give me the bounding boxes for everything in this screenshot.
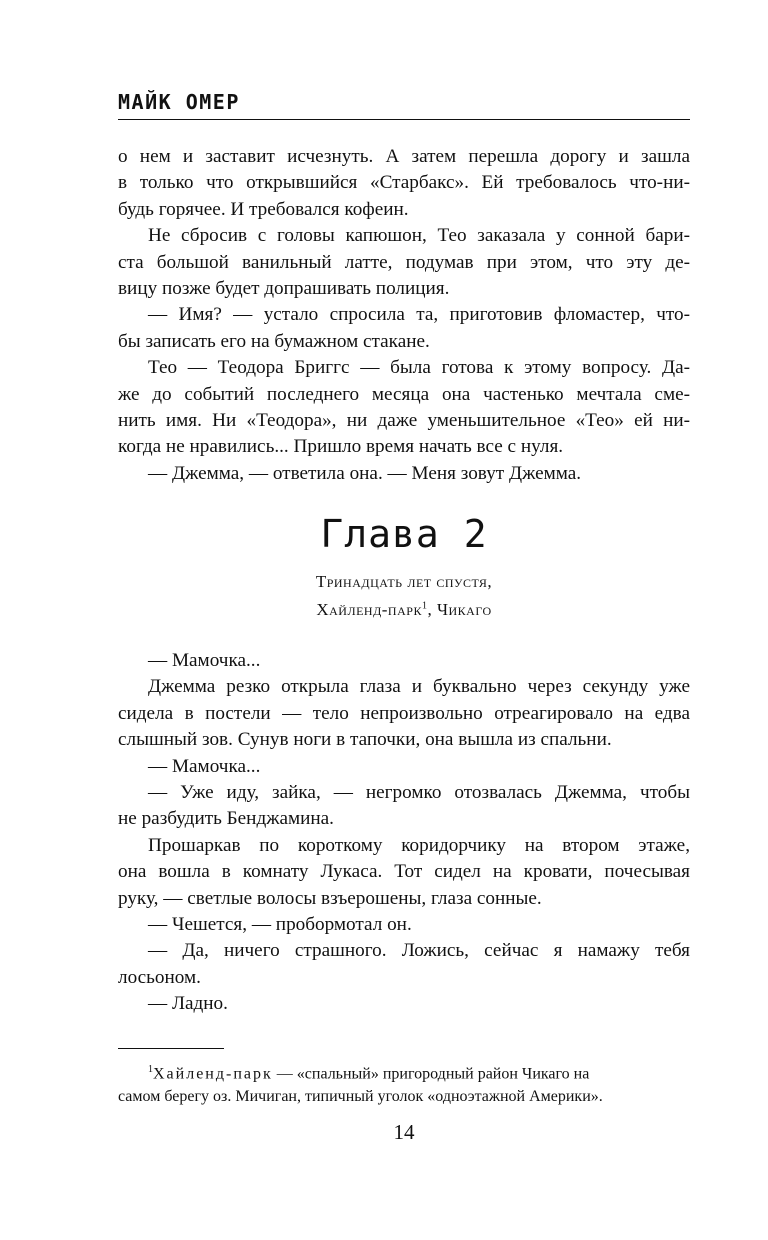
text-line: лосьоном. [118,966,201,988]
place-name: Хайленд-парк [316,600,422,619]
footnote-line-1 [118,1058,690,1085]
text-line: слышный зов. Сунув ноги в тапочки, она вышла из спальни. [118,729,612,751]
chapter-title: Глава 2 [320,512,488,556]
text-line: — Уже иду, зайка, — негромко отозвалась Джемма, чтобы [148,782,690,804]
text-line: — Мамочка... [148,650,261,671]
text-line: в только что открывшийся «Старбакс». Ей требовалось что-ни- [118,172,690,194]
text-line: будь горячее. И требовался кофеин. [118,198,409,220]
text-line: же до событий последнего месяца она частенько мечтала сме- [118,383,690,405]
text-line: Джемма резко открыла глаза и буквально через секунду уже [148,676,690,698]
text-line: Тео — Теодора Бриггс — была готова к этому вопросу. Да- [148,357,690,379]
text-line: когда не нравились... Пришло время начать все с нуля. [118,436,564,458]
text-line: вицу позже будет допрашивать полиция. [118,278,450,300]
text-block-chapter [118,648,690,1018]
footnote-text-1: — «спальный» пригородный район Чикаго на [272,1065,590,1083]
text-line: бы записать его на бумажном стакане. [118,330,430,352]
text-line: Не сбросив с головы капюшон, Тео заказала у сонной бари- [148,225,690,247]
footnote-mark: 1 [148,1064,153,1075]
footnote-line-2: самом берегу оз. Мичиган, типичный уголок «одноэтажной Америки». [118,1088,603,1106]
text-line: о нем и заставит исчезнуть. А затем перешла дорогу и зашла [118,146,690,167]
text-line: — Джемма, — ответила она. — Меня зовут Джемма. [148,462,582,484]
text-line: нить имя. Ни «Теодора», ни даже уменьшительное «Тео» ей ни- [118,410,690,432]
footnote-rule [118,1048,224,1049]
text-line: руку, — светлые волосы взъерошены, глаза сонные. [118,887,542,909]
text-line: — Мамочка... [148,755,261,777]
text-line: — Да, ничего страшного. Ложись, сейчас я намажу тебя [148,940,690,962]
text-line: — Чешется, — пробормотал он. [148,914,412,936]
footnote-reference: 1 [421,600,428,612]
text-line: ста большой ванильный латте, подумав при этом, что эту де- [118,251,690,273]
text-line: сидела в постели — тело непроизвольно отреагировало на едва [118,702,690,724]
text-line: — Имя? — устало спросила та, приготовив фломастер, что- [148,304,690,326]
chapter-subtitle-time: Тринадцать лет спустя, [315,572,493,591]
text-line: Прошаркав по короткому коридорчику на втором этаже, [148,834,690,856]
text-line: не разбудить Бенджамина. [118,808,334,830]
running-head-author: МАЙК ОМЕР [118,90,240,114]
text-block-top [118,144,690,487]
chapter-subtitle-place [118,600,690,620]
header-rule [118,119,690,120]
footnote-term: Хайленд-парк [153,1065,273,1083]
footnote [118,1058,690,1108]
book-page [118,0,690,1240]
place-city: , Чикаго [427,600,492,619]
text-line: она вошла в комнату Лукаса. Тот сидел на кровати, почесывая [118,861,690,883]
text-line: — Ладно. [148,993,228,1015]
page-number: 14 [393,1120,415,1144]
